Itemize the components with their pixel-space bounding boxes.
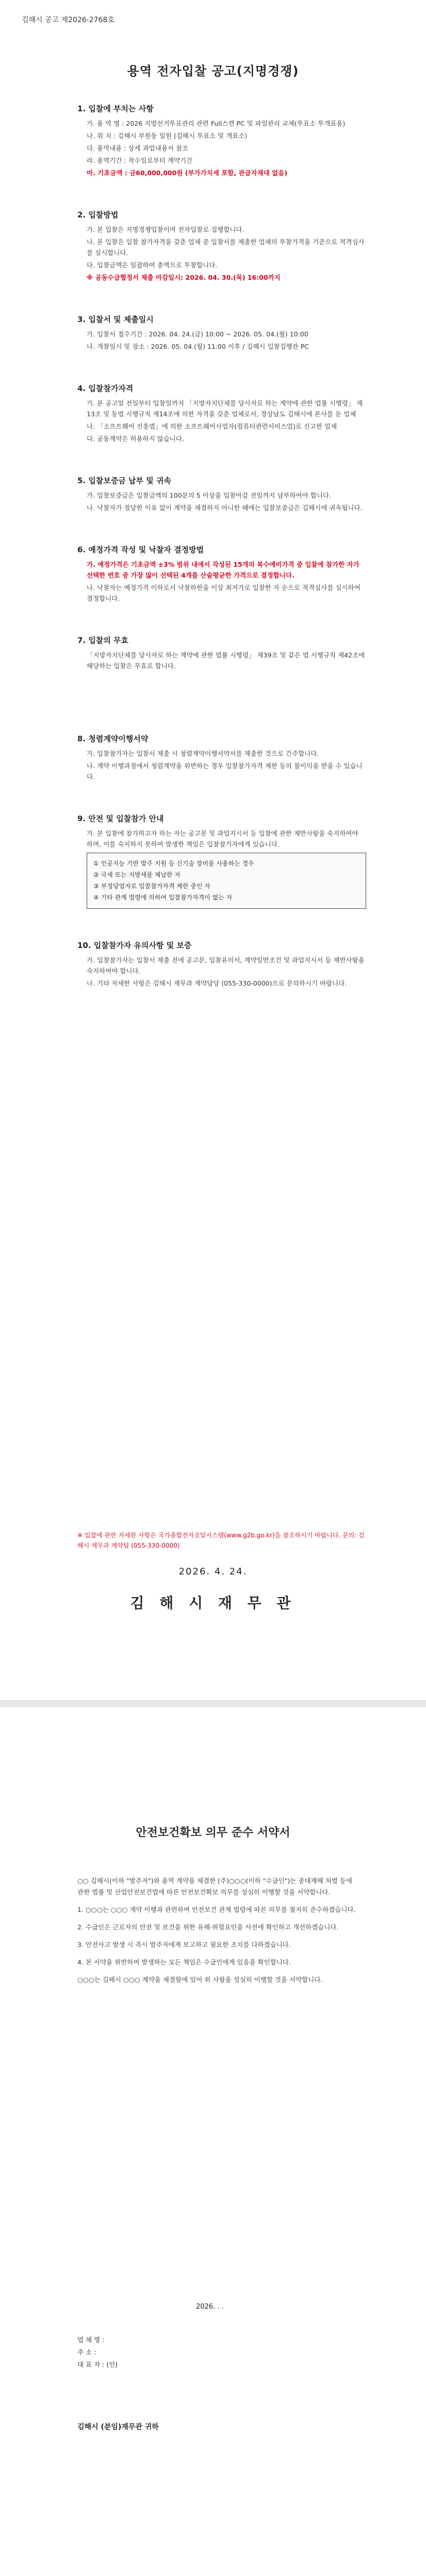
section-line: 나. 낙찰자가 정당한 이유 없이 계약을 체결하지 아니한 때에는 입찰보증금은 김해시에 귀속됩니다. bbox=[87, 504, 363, 512]
notice-section bbox=[77, 209, 366, 283]
section-line: 나. 낙찰자는 예정가격 이하로서 낙찰하한율 이상 최저가로 입찰한 자 순으로 적격심사를 실시하여 결정합니다. bbox=[87, 584, 361, 602]
section-line: 나. 계약 이행과정에서 청렴계약을 위반하는 경우 입찰참가자격 제한 등의 불이익을 받을 수 있습니다. bbox=[87, 762, 363, 781]
section-line: 가. 예정가격은 기초금액 ±3% 범위 내에서 작성된 15개의 복수예비가격 중 입찰에 참가한 자가 선택한 번호 중 가장 많이 선택된 4개를 산술평균한 가격으로 결정합니다. bbox=[87, 561, 359, 579]
red-note: ※ 입찰에 관한 자세한 사항은 국가종합전자조달시스템(www.g2b.go.kr)을 참조하시기 바랍니다. 문의: 김해시 재무과 계약팀 (055-330-0000) bbox=[77, 1532, 365, 1549]
pledge-paragraph: 4. 본 서약을 위반하여 발생하는 모든 책임은 수급인에게 있음을 확인합니다. bbox=[77, 1958, 291, 1966]
section-heading: 6. 예정가격 작성 및 낙찰자 결정방법 bbox=[77, 545, 204, 554]
notice-section bbox=[77, 314, 366, 352]
section-line: 마. 기초금액 : 금60,000,000원 (부가가치세 포함, 관급자재대 없음) bbox=[87, 169, 288, 177]
section-line: 가. 본 공고일 전일부터 입찰일까지 「지방자치단체를 당사자로 하는 계약에 관한 법률 시행령」 제13조 및 동법 시행규칙 제14조에 의한 자격을 갖춘 업체로서, 경상남도 김해시에 본사를 둔 업체 bbox=[87, 399, 363, 418]
pledge-paragraph: ○○○는 김해시 ○○○ 계약을 체결함에 있어 위 사항을 성실히 이행할 것을 서약합니다. bbox=[77, 1976, 323, 1984]
section-line: 가. 본 입찰은 지명경쟁입찰이며 전자입찰로 집행합니다. bbox=[87, 226, 244, 233]
restriction-line: ② 국세 또는 지방세를 체납한 자 bbox=[93, 871, 181, 878]
section-line: 나. 기타 자세한 사항은 김해시 재무과 계약담당 (055-330-0000)으로 문의하시기 바랍니다. bbox=[87, 979, 347, 987]
pledge-body bbox=[77, 1875, 356, 1992]
notice-section bbox=[77, 635, 366, 671]
restriction-line: ③ 부정당업자로 입찰참가자격 제한 중인 자 bbox=[93, 883, 210, 890]
notice-number: 김해시 공고 제2026-2768호 bbox=[22, 16, 114, 24]
sign-line: 업 체 명 : bbox=[77, 2336, 105, 2344]
restriction-line: ① 인공지능 기반 발주 지원 등 신기술 장비를 사용하는 경우 bbox=[93, 860, 254, 867]
pledge-paragraph: 2. 수급인은 근로자의 안전 및 보건을 위한 유해·위험요인을 사전에 확인하고 개선하겠습니다. bbox=[77, 1923, 339, 1931]
pledge-paragraph: 3. 안전사고 발생 시 즉시 발주자에게 보고하고 필요한 조치를 다하겠습니다. bbox=[77, 1941, 291, 1948]
section-line: 나. 위 치 : 김해시 부원동 일원 (김해시 투표소 및 개표소) bbox=[87, 132, 248, 140]
page-divider bbox=[0, 1700, 426, 1707]
section-line: 다. 입찰금액은 일괄하여 총액으로 투찰합니다. bbox=[87, 261, 218, 269]
section-line: 나. 개찰일시 및 장소 : 2026. 05. 04.(월) 11:00 이후 / 김해시 입찰집행관 PC bbox=[87, 343, 309, 350]
notice-section bbox=[77, 940, 366, 989]
section-line: 가. 입찰참가자는 입찰서 제출 시 청렴계약이행서약서를 제출한 것으로 간주합니다. bbox=[87, 750, 319, 757]
section-line: 가. 본 입찰에 참가하고자 하는 자는 공고문 및 과업지시서 등 입찰에 관한 제반사항을 숙지하여야 하며, 이를 숙지하지 못하여 발생한 책임은 입찰참가자에게 있습니다. bbox=[87, 829, 358, 848]
section-line: 가. 입찰참가자는 입찰서 제출 전에 공고문, 입찰유의서, 계약일반조건 및 과업지시서 등 제반사항을 숙지하여야 합니다. bbox=[87, 956, 365, 975]
pledge-title: 안전보건확보 의무 준수 서약서 bbox=[136, 1826, 290, 1839]
notice-section bbox=[77, 103, 366, 178]
notice-date: 2026. 4. 24. bbox=[178, 1566, 248, 1577]
section-line: 다. 용역내용 : 상세 과업내용서 참조 bbox=[87, 144, 189, 152]
notice-title: 용역 전자입찰 공고(지명경쟁) bbox=[127, 64, 299, 78]
section-line: 나. 본 입찰은 입찰 참가자격을 갖춘 업체 중 입찰서를 제출한 업체의 투찰가격을 기준으로 적격심사를 실시합니다. bbox=[87, 238, 365, 257]
section-line: 나. 「소프트웨어 진흥법」에 의한 소프트웨어사업자(컴퓨터관련서비스업)로 신고한 업체 bbox=[87, 422, 337, 430]
section-line: 가. 입찰보증금은 입찰금액의 100분의 5 이상을 입찰마감 전일까지 납부하여야 합니다. bbox=[87, 492, 331, 499]
restriction-line: ④ 기타 관계 법령에 의하여 입찰참가자격이 없는 자 bbox=[93, 894, 233, 901]
section-line: 「지방자치단체를 당사자로 하는 계약에 관한 법률 시행령」 제39조 및 같은 법 시행규칙 제42조에 해당하는 입찰은 무효로 합니다. bbox=[87, 651, 365, 670]
notice-section bbox=[77, 813, 366, 909]
pledge-paragraph: ○○ 김해시(이하 "발주자")와 용역 계약을 체결한 (주)○○○(이하 "수급인")는 중대재해 처벌 등에 관한 법률 및 산업안전보건법에 따른 안전보건확보 의무를 성실히 이행할 것을 서약합니다. bbox=[77, 1877, 352, 1896]
notice-body bbox=[77, 103, 366, 1020]
pledge-paragraph: 1. ○○○는 ○○○ 계약 이행과 관련하여 안전보건 관계 법령에 따른 의무를 철저히 준수하겠습니다. bbox=[77, 1906, 356, 1913]
section-line: 다. 공동계약은 허용하지 않습니다. bbox=[87, 435, 184, 443]
section-heading: 8. 청렴계약이행서약 bbox=[77, 734, 149, 743]
pledge-date: 2026. . . bbox=[196, 2303, 224, 2311]
sign-line: 주 소 : bbox=[77, 2348, 96, 2356]
section-heading: 10. 입찰참가자 유의사항 및 보증 bbox=[77, 941, 192, 950]
notice-section bbox=[77, 733, 366, 782]
pledge-signature-block bbox=[77, 2334, 232, 2371]
section-line: ※ 공동수급협정서 제출 마감일시: 2026. 04. 30.(목) 16:00까지 bbox=[87, 274, 281, 281]
notice-section bbox=[77, 544, 366, 604]
section-heading: 7. 입찰의 무효 bbox=[77, 636, 129, 645]
section-line: 라. 용역기간 : 착수일로부터 계약기간 bbox=[87, 157, 193, 164]
sign-line: 대 표 자 : (인) bbox=[77, 2361, 118, 2368]
notice-issuer: 김 해 시 재 무 관 bbox=[130, 1595, 296, 1612]
notice-section bbox=[77, 383, 366, 444]
section-heading: 3. 입찰서 및 제출일시 bbox=[77, 315, 154, 324]
restriction-box bbox=[87, 853, 366, 909]
section-heading: 5. 입찰보증금 납부 및 귀속 bbox=[77, 476, 171, 485]
section-line: 가. 용 역 명 : 2026 지방선거투표관리 관련 Full스캔 PC 및 파일관리 교체(투표소 투개표용) bbox=[87, 120, 346, 127]
section-heading: 9. 안전 및 입찰참가 안내 bbox=[77, 814, 164, 823]
section-line: 가. 입찰서 접수기간 : 2026. 04. 24.(금) 10:00 ~ 2026. 05. 04.(월) 10:00 bbox=[87, 330, 308, 338]
pledge-footer: 김해시 (분임)재무관 귀하 bbox=[77, 2423, 159, 2431]
section-heading: 2. 입찰방법 bbox=[77, 210, 119, 219]
section-heading: 4. 입찰참가자격 bbox=[77, 384, 134, 393]
section-heading: 1. 입찰에 부치는 사항 bbox=[77, 104, 154, 113]
notice-section bbox=[77, 475, 366, 513]
